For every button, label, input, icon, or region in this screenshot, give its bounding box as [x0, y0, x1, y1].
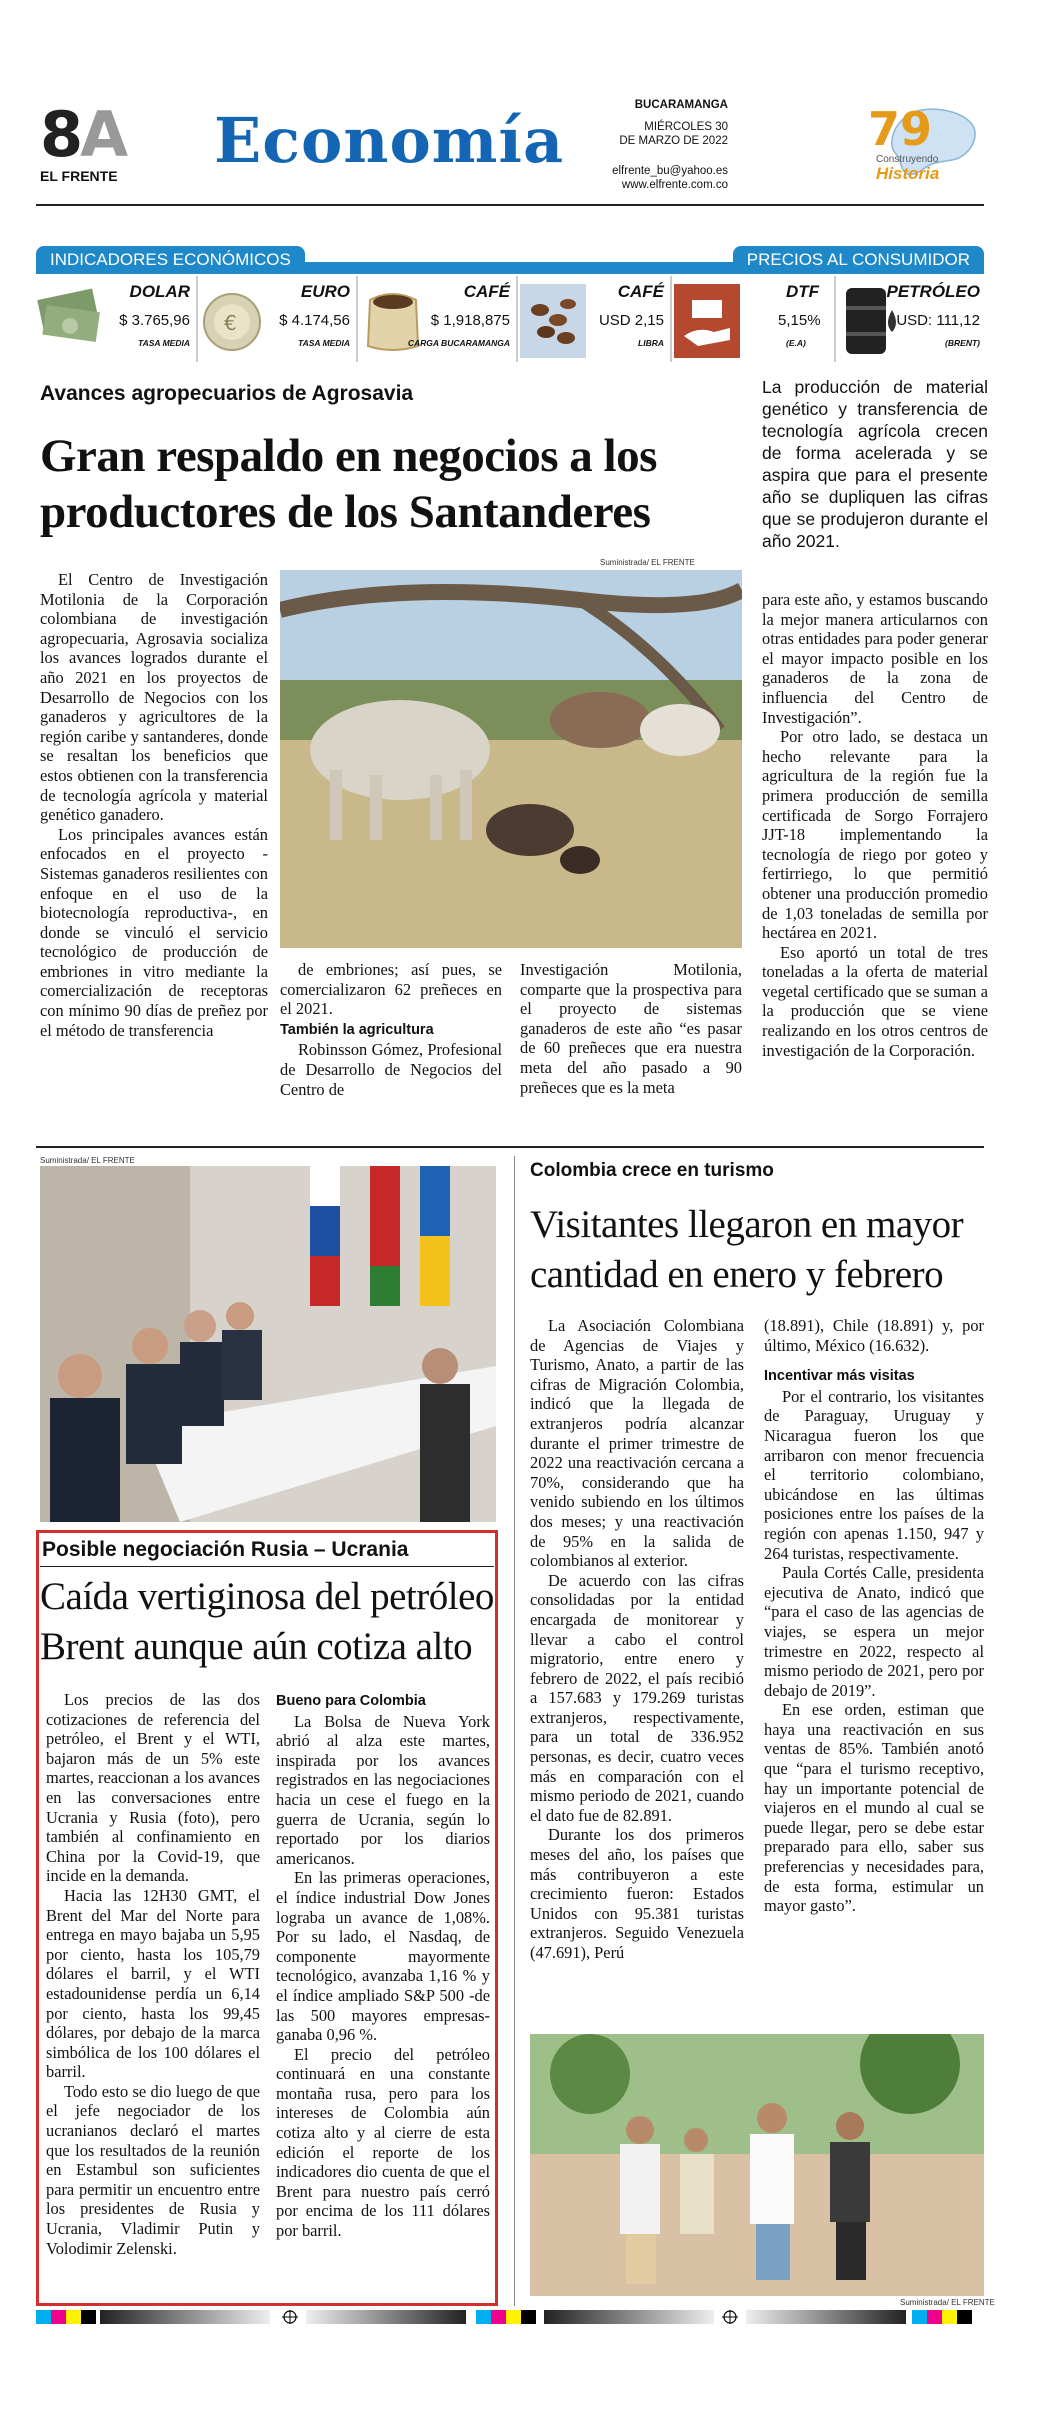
paragraph: Hacia las 12H30 GMT, el Brent del Mar del Norte para entrega en mayo bajaba un 5,95 por ciento, hasta los 105,79 dólares el barril, y el WTI estadounidense perdía un 6,14 por ciento, hasta los 99,45 dólares, por debajo de la marca simbólica de los 100 dólares el barril.	[46, 1885, 260, 2082]
registration-mark-icon	[280, 2310, 300, 2324]
article1-column3	[520, 960, 742, 1097]
article3-column2	[764, 1316, 984, 1916]
indicators-row	[36, 276, 984, 362]
indicator-dtf	[674, 276, 832, 362]
indicator-note: (BRENT)	[945, 338, 980, 348]
indicator-value: $ 3.765,96	[119, 312, 190, 329]
photo-credit: Suministrada/ EL FRENTE	[900, 2298, 995, 2307]
dateline-city: BUCARAMANGA	[634, 99, 728, 111]
indicator-value: $ 1,918,875	[430, 312, 510, 329]
paragraph: Por el contrario, los visitantes de Paraguay, Uruguay y Nicaragua fueron los que arribaron con menor frecuencia el territorio colombiano, ubicándose en las últimas posiciones entre los países de la región con apenas 1.150, 947 y 264 turistas, respectivamente.	[764, 1386, 984, 1563]
euro-coin-icon	[200, 280, 266, 358]
page-number: 8A	[40, 98, 126, 171]
print-gray-bar	[746, 2310, 906, 2324]
anniversary-line2: Historia	[876, 164, 940, 183]
print-color-bar	[476, 2310, 536, 2324]
indicator-divider	[670, 276, 672, 362]
article3-headline: Visitantes llegaron en mayor cantidad en enero y febrero	[530, 1203, 964, 1296]
article1-column1	[40, 570, 268, 1040]
indicator-euro	[200, 276, 354, 362]
anniversary-number: 79	[868, 102, 933, 156]
anniversary-line1: Construyendo	[876, 154, 939, 165]
paragraph: (18.891), Chile (18.891) y, por último, México (16.632).	[764, 1316, 984, 1355]
paragraph: Todo esto se dio luego de que el jefe negociador de los ucranianos declaró el martes que los resultados de la reunión en Estambul son suficientes para permitir un encuentro entre los presidentes de Rusia y Ucrania, Vladimir Putin y Volodimir Zelenski.	[46, 2081, 260, 2258]
indicator-value: USD 2,15	[598, 312, 664, 329]
print-gray-bar	[100, 2310, 270, 2324]
paper-name: EL FRENTE	[40, 168, 118, 184]
indicator-label: PETRÓLEO	[886, 282, 980, 301]
indicator-note: (E.A)	[786, 338, 806, 348]
money-hand-icon	[674, 280, 740, 358]
coffee-beans-icon	[520, 280, 586, 358]
print-color-bar	[36, 2310, 96, 2324]
kicker-rule	[40, 1566, 494, 1567]
contact-website: www.elfrente.com.co	[621, 179, 728, 191]
subhead: También la agricultura	[280, 1021, 434, 1038]
indicator-divider	[196, 276, 198, 362]
registration-mark-icon	[720, 2310, 740, 2324]
indicators-tab: INDICADORES ECONÓMICOS	[36, 246, 305, 274]
paragraph: La Bolsa de Nueva York abrió al alza este martes, inspirada por los avances registrados en las negociaciones hacia un cese el fuego en la guerra de Ucrania, según lo reportado por los diarios americanos.	[276, 1711, 490, 1868]
negotiation-photo	[40, 1166, 496, 1522]
subhead: Incentivar más visitas	[764, 1368, 915, 1385]
paragraph: Durante los dos primeros meses del año, los países que más contribuyeron a este crecimiento fueron: Estados Unidos con 95.381 turistas extranjeros. Seguido Venezuela (47.691), Perú	[530, 1825, 744, 1962]
article2-column2	[276, 1690, 490, 2241]
indicator-divider	[834, 276, 836, 362]
indicator-cafe-libra	[520, 276, 668, 362]
column-divider	[514, 1156, 515, 2306]
paragraph: Los precios de las dos cotizaciones de referencia del petróleo, el Brent y el WTI, bajaron más de un 5% este martes, reaccionan a los avances en las conversaciones entre Ucrania y Rusia (foto), pero también al confinamiento en China por la Covid-19, que incide en la demanda.	[46, 1690, 260, 1886]
paragraph: de embriones; así pues, se comercializaron 62 preñeces en el 2021.	[280, 960, 502, 1019]
svg-text:€: €	[224, 311, 237, 335]
subhead: Bueno para Colombia	[276, 1693, 426, 1709]
indicator-note: LIBRA	[638, 338, 664, 348]
indicator-note: TASA MEDIA	[138, 338, 190, 348]
dateline-date: DE MARZO DE 2022	[619, 135, 728, 147]
indicator-label: EURO	[300, 282, 350, 301]
header-rule	[36, 204, 984, 206]
indicator-label: DOLAR	[129, 282, 190, 301]
indicator-cafe-carga	[360, 276, 514, 362]
indicator-divider	[516, 276, 518, 362]
indicator-petroleo	[838, 276, 984, 362]
paragraph: De acuerdo con las cifras consolidadas por la entidad encargada de monitorear y llevar a cabo el control migratorio, entre enero y febrero de 2022, el país recibió a 157.683 y 179.269 turistas extranjeros, respectivamente, para un total de 336.952 personas, es decir, cuatro veces más en comparación con el mismo periodo de 2021, cuando el dato fue de 82.891.	[530, 1570, 744, 1825]
print-color-bar	[912, 2310, 972, 2324]
indicator-label: DTF	[786, 282, 820, 301]
indicator-note: CARGA BUCARAMANGA	[407, 338, 510, 348]
consumer-prices-tab: PRECIOS AL CONSUMIDOR	[733, 246, 984, 274]
cattle-illustration	[280, 570, 742, 948]
indicator-label: CAFÉ	[463, 282, 510, 301]
indicator-label: CAFÉ	[617, 282, 664, 301]
article3-kicker: Colombia crece en turismo	[530, 1160, 774, 1181]
contact-email: elfrente_bu@yahoo.es	[612, 165, 728, 177]
negotiation-illustration	[40, 1166, 496, 1522]
indicator-value: USD: 111,12	[896, 312, 980, 329]
article2-kicker: Posible negociación Rusia – Ucrania	[42, 1538, 409, 1561]
paragraph: para este año, y estamos buscando la mejor manera articularnos con otras entidades para poder generar el mayor impacto posible en los ganaderos de la zona de influencia del Centro de Investigación”.	[762, 590, 988, 727]
print-gray-bar	[544, 2310, 714, 2324]
article2-headline: Caída vertiginosa del petróleo Brent aunque aún cotiza alto	[40, 1575, 494, 1668]
indicator-divider	[356, 276, 358, 362]
section-divider	[36, 1146, 984, 1148]
paragraph: El Centro de Investigación Motilonia de la Corporación colombiana de investigación agropecuaria, Agrosavia socializa los avances logrados durante el año 2021 en los proyectos de Desarrollo de Negocios con los ganaderos y agricultores de la región caribe y santanderes, donde se resaltan los beneficios que estos obtienen con la transferencia de tecnología agrícola y material genético ganadero.	[40, 570, 268, 825]
indicator-note: TASA MEDIA	[298, 338, 350, 348]
article2-column1	[46, 1690, 260, 2258]
paragraph: Investigación Motilonia, comparte que la prospectiva para el proyecto de sistemas ganaderos de este año “es pasar de 60 preñeces que era nuestra meta del año pasado a 90 preñeces que es la meta	[520, 960, 742, 1097]
indicator-value: 5,15%	[778, 312, 821, 329]
paragraph: Paula Cortés Calle, presidenta ejecutiva de Anato, indicó que “para el caso de las agencias de viajes, se espera un mejor trimestre en 2022, respecto al mismo periodo de 2021, pero por debajo de 2019”.	[764, 1563, 984, 1700]
paragraph: La Asociación Colombiana de Agencias de Viajes y Turismo, Anato, a partir de las cifras de Migración Colombia, indicó que la llegada de extranjeros podría alcanzar durante el primer trimestre de 2022 una reactivación cercana a 70%, considerando que ha venido subiendo en los últimos dos meses; y una reactivación de 95% en la salida de colombianos al exterior.	[530, 1316, 744, 1571]
paragraph: Los principales avances están enfocados en el proyecto -Sistemas ganaderos resilientes con enfoque en el uso de la biotecnología reproductiva-, en donde se vinculó el servicio tecnológico de producción de embriones in vitro mediante la comercialización de receptoras con mínimo 90 días de preñez por el método de transferencia	[40, 824, 268, 1040]
paragraph: Robinsson Gómez, Profesional de Desarrollo de Negocios del Centro de	[280, 1040, 502, 1099]
paragraph: En ese orden, estiman que haya una reactivación en sus ventas de 85%. También anotó que “para el turismo receptivo, hay un importante potencial de viajeros en el mundo al cual se puede llegar, pero se debe estar preparado para ello, saber sus preferencias y necesidades para, de esta forma, estimular un mayor gasto”.	[764, 1700, 984, 1916]
paragraph: Eso aportó un total de tres toneladas a la oferta de material vegetal certificado que se suman a la producción que se viene realizando en los otros centros de investigación de la Corporación.	[762, 942, 988, 1060]
dollar-bills-icon	[36, 280, 102, 358]
article1-deck: La producción de material genético y transferencia de tecnología agrícola crecen de forma acelerada y se aspira que para el presente año se dupliquen las cifras que se produjeron durante el año 2021.	[762, 377, 988, 551]
article1-headline: Gran respaldo en negocios a los productores de los Santanderes	[40, 430, 657, 538]
anniversary-logo	[862, 104, 982, 190]
section-title: Economía	[214, 104, 565, 177]
paragraph: Por otro lado, se destaca un hecho relevante para la agricultura de la región fue la primera producción de semilla certificada de Sorgo Forrajero JJT-18 implementando la tecnología de riego por goteo y fertirriego, lo que permitió obtener una producción promedio de 1,03 toneladas de semilla por hectárea en 2021.	[762, 727, 988, 943]
photo-credit: Suministrada/ EL FRENTE	[600, 558, 695, 567]
indicator-dolar	[36, 276, 194, 362]
cattle-photo	[280, 570, 742, 948]
paragraph: El precio del petróleo continuará en una constante montaña rusa, pero para los intereses de Colombia aún cotiza alto y al cierre de esta edición el reporte de los indicadores dio cuenta de que el Brent para nuestro país cerró por encima de los 111 dólares por barril.	[276, 2044, 490, 2241]
print-gray-bar	[306, 2310, 466, 2324]
article1-kicker: Avances agropecuarios de Agrosavia	[40, 382, 414, 405]
article3-column1	[530, 1316, 744, 1963]
paragraph: En las primeras operaciones, el índice industrial Dow Jones lograba un avance de 1,08%. Por su lado, el Nasdaq, de componente mayormente tecnológico, avanzaba 1,16 % y el índice ampliado S&P 500 -de las 500 mayores empresas- ganaba 0,96 %.	[276, 1868, 490, 2045]
article1-column4	[762, 590, 988, 1060]
tourists-photo	[530, 2034, 984, 2296]
indicator-value: $ 4.174,56	[279, 312, 350, 329]
article1-column2	[280, 960, 502, 1099]
tourists-illustration	[530, 2034, 984, 2296]
photo-credit: Suministrada/ EL FRENTE	[40, 1156, 135, 1165]
dateline-day: MIÉRCOLES 30	[644, 121, 728, 133]
